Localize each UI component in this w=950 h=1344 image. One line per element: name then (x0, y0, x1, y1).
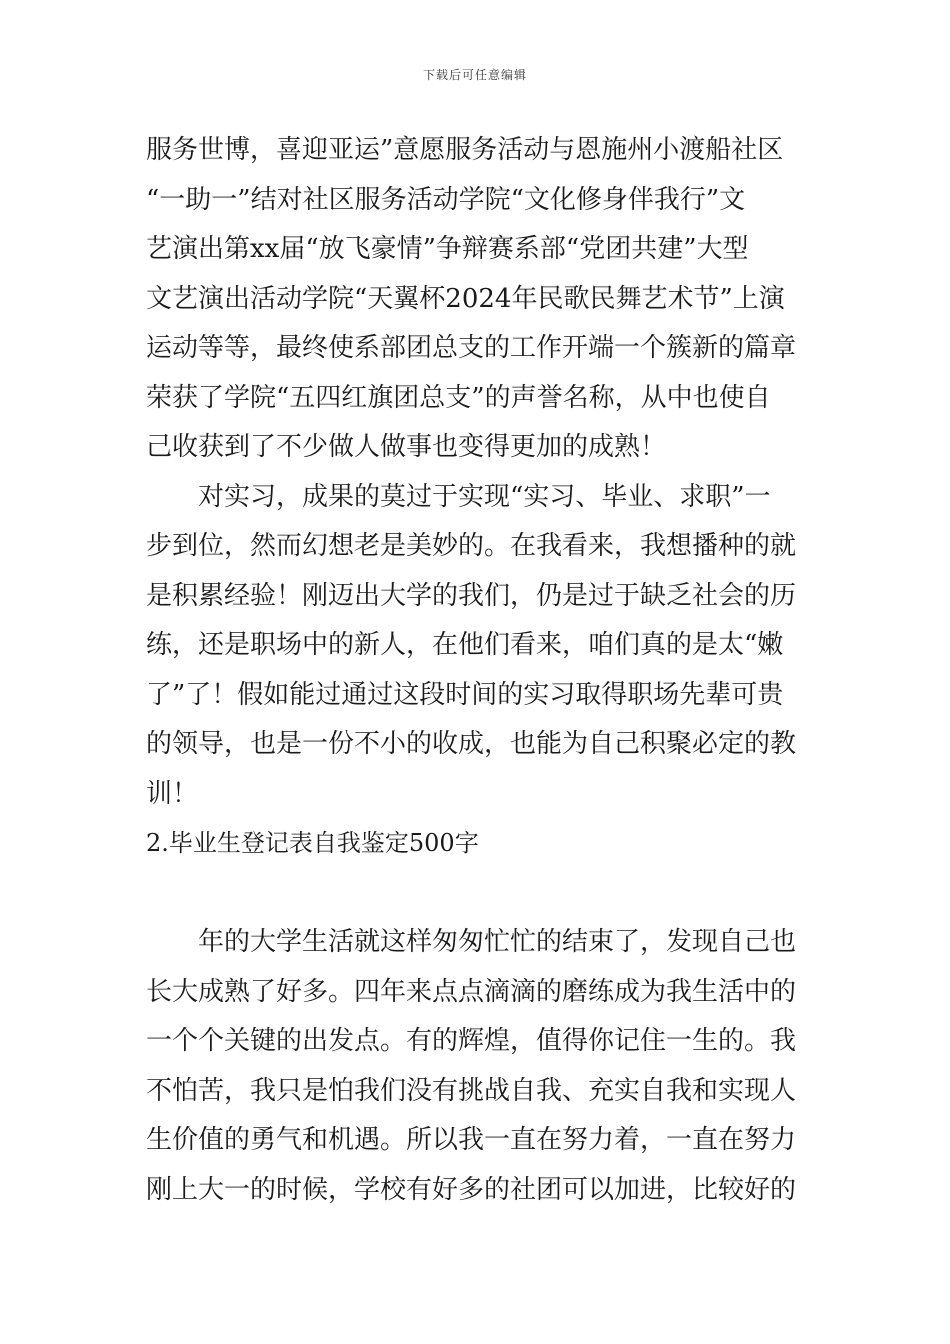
text-line: 练，还是职场中的新人，在他们看来，咱们真的是太“嫩 (146, 630, 784, 660)
paragraph-internship (146, 473, 816, 820)
text-line: 一个个关键的出发点。有的辉煌，值得你记住一生的。我 (146, 1026, 797, 1056)
text-line: 己收获到了不少做人做事也变得更加的成熟！ (146, 432, 667, 462)
text-line: 不怕苦，我只是怕我们没有挑战自我、充实自我和实现人 (146, 1075, 797, 1106)
text-line: 服务世博，喜迎亚运”意愿服务活动与恩施州小渡船社区 (146, 135, 784, 165)
blank-line (146, 869, 816, 919)
text-line: 了”了！假如能过通过这段时间的实习取得职场先辈可贵 (146, 679, 784, 710)
page-header-note: 下载后可任意编辑 (422, 68, 527, 82)
text-line: 长大成熟了好多。四年来点点滴滴的磨练成为我生活中的 (146, 976, 797, 1007)
text-line: 文艺演出活动学院“天翼杯2024年民歌民舞艺术节”上演 (146, 283, 785, 314)
text-line: 荣获了学院“五四红旗团总支”的声誉名称，从中也使自 (146, 382, 771, 413)
text-line: 年的大学生活就这样匆匆忙忙的结束了，发现自己也 (198, 927, 797, 957)
section-heading: 2.毕业生登记表自我鉴定500字 (146, 829, 479, 857)
text-line: 步到位，然而幻想老是美妙的。在我看来，我想播种的就 (146, 531, 797, 561)
paragraph-activities (146, 126, 816, 473)
text-line: 的领导，也是一份不小的收成，也能为自己积聚必定的教 (146, 729, 797, 759)
text-line: 是积累经验！刚迈出大学的我们，仍是过于缺乏社会的历 (146, 580, 797, 611)
text-line: 艺演出第xx届“放飞豪情”争辩赛系部“党团共建”大型 (146, 234, 749, 264)
text-line: 运动等等，最终使系部团总支的工作开端一个簇新的篇章 (146, 333, 797, 363)
text-line: 对实习，成果的莫过于实现“实习、毕业、求职”一 (198, 481, 771, 512)
text-line: 生价值的勇气和机遇。所以我一直在努力着，一直在努力 (146, 1125, 797, 1155)
paragraph-self-assessment (146, 918, 816, 1215)
text-line: “一助一”结对社区服务活动学院“文化修身伴我行”文 (146, 184, 746, 215)
document-body (146, 126, 816, 1215)
text-line: 训！ (146, 778, 199, 809)
text-line: 刚上大一的时候，学校有好多的社团可以加进，比较好的 (146, 1174, 797, 1205)
